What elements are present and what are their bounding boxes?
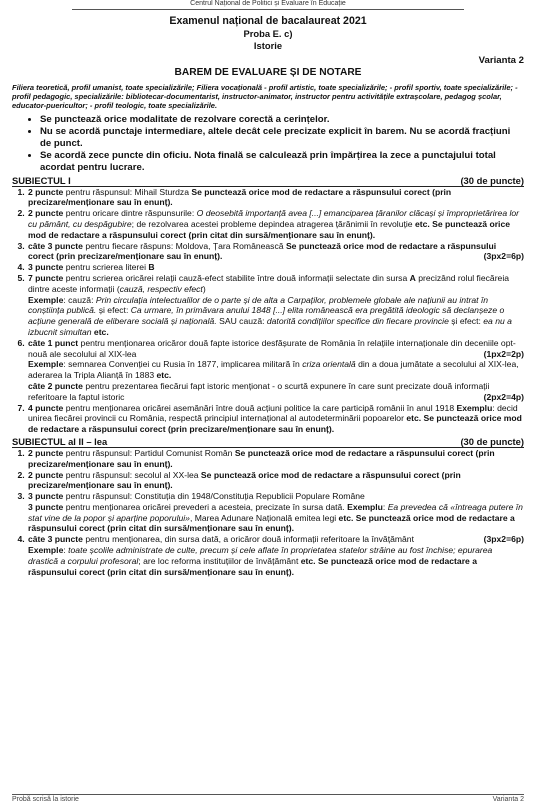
list-item: 6. câte 1 punct pentru menționarea oricăror două fapte istorice desfășurate de România în relațiile internaționale din deceniile opt-nouă ale secolului al XIX-lea (1px2=2p) Exemple: semnarea Convenției cu Rusia în 1877, implicarea militară în criza orientală din a doua jumătate a secolului al XIX-lea, aderarea la Tripla Alianță în 1883 etc. câte 2 puncte pentru prezentarea fiecărui fapt istoric menționat - o scurtă expunere în care sunt precizate două informații referitoare la faptul istoric (2px2=4p) <box>27 338 524 403</box>
filiera-text: Filiera teoretică, profil umanist, toate specializările; Filiera vocațională - profil artistic, toate specializările; - profil sportiv, toate specializările; - profil pedagogic, specializările: bibliotecar-documentarist, instructor-animator, instructor pentru activitățile extrașcolare, pedagog școlar, educator-puericultor; - profil teologic, toate specializările. <box>12 83 518 111</box>
section-header-s1 <box>12 175 524 187</box>
list-item: 3. câte 3 puncte pentru fiecare răspuns: Moldova, Țara Românească Se punctează orice mod de redactare a răspunsului corect (prin precizare/menționare sau în enunț). (3px2=6p) <box>27 241 524 263</box>
variant-label: Varianta 2 <box>478 55 524 66</box>
barem-title: BAREM DE EVALUARE ȘI DE NOTARE <box>174 67 362 78</box>
exam-proba: Proba E. c) <box>243 28 293 39</box>
section-title: SUBIECTUL I <box>12 174 71 186</box>
rule-item: • Nu se acordă punctaje intermediare, altele decât cele precizate explicit în barem. Nu se acordă fracțiuni de punct. <box>40 126 524 149</box>
footer-left: Probă scrisă la istorie <box>12 796 79 803</box>
list-item: 5. 7 puncte pentru scrierea oricărei relații cauză-efect stabilite între două informații selectate din sursa A precizând rolul fiecăreia dintre aceste informații (cauză, respectiv efect) Exemple: cauză: Prin circulația intelectualilor de o parte și de alta a Carpaților, problemele globale ale națiunii au intrat în conștiința publică. și efect: Ca urmare, în primăvara anului 1848 [...] elita românească era pregătită ideologic să declanșeze o acțiune generală de eliberare socială și națională. SAU cauză: datorită condițiilor specifice din fiecare provincie și efect: ea nu a izbucnit simultan etc. <box>27 273 524 338</box>
section-title: SUBIECTUL al II – lea <box>12 435 108 447</box>
section-points: (30 de puncte) <box>460 174 524 186</box>
list-item: 1. 2 puncte pentru răspunsul: Mihail Sturdza Se punctează orice mod de redactare a răspunsului corect (prin precizare/menționare sau în enunț). <box>27 187 524 209</box>
s2-items <box>12 448 524 578</box>
list-item: 7. 4 puncte pentru menționarea oricărei asemănări între două acțiuni politice la care participă românii în anul 1918 Exemplu: decid unirea fiecărei provincii cu România, respectă principiul internațional al autodeterminării popoarelor etc. Se punctează orice mod de redactare a răspunsului corect (prin precizare/menționare sau în enunț). <box>27 403 524 435</box>
list-item: 4. 3 puncte pentru scrierea literei B <box>27 262 524 273</box>
list-item: 2. 2 puncte pentru răspunsul: secolul al XX-lea Se punctează orice mod de redactare a răspunsului corect (prin precizare/menționare sau în enunț). <box>27 470 524 492</box>
list-item: 1. 2 puncte pentru răspunsul: Partidul Comunist Român Se punctează orice mod de redactare a răspunsului corect (prin precizare/menționare sau în enunț). <box>27 448 524 470</box>
s1-items <box>12 187 524 435</box>
exam-title: Examenul național de bacalaureat 2021 <box>169 15 367 27</box>
general-rules <box>12 114 524 174</box>
list-item: 3. 3 puncte pentru răspunsul: Constituția din 1948/Constituția Republicii Populare Române 3 puncte pentru menționarea oricărei prevederi a acesteia, precizate în sursa dată. Exemplu: Ea prevedea că «întreaga putere în stat vine de la popor și aparține poporului», Marea Adunare Națională emitea legi etc. Se punctează orice mod de redactare a răspunsului corect (prin citat din sursă/menționare sau în enunț). <box>27 491 524 534</box>
list-item: 2. 2 puncte pentru oricare dintre răspunsurile: O deosebită importanță avea [...] emanciparea țăranilor clăcași și împroprietărirea lor cu pământ, cu despăgubire; de rezolvarea acestei probleme depindea atragerea țărănimii în revoluție etc. Se punctează orice mod de redactare a răspunsului corect (prin citat din sursă/menționare sau în enunț). <box>27 208 524 240</box>
rule-item: • Se acordă zece puncte din oficiu. Nota finală se calculează prin împărțirea la zece a punctajului total acordat pentru lucrare. <box>40 150 524 173</box>
section-header-s2 <box>12 436 524 448</box>
score-label: (2px2=4p) <box>483 391 524 402</box>
exam-subject: Istorie <box>253 40 283 51</box>
page-footer <box>12 794 524 804</box>
footer-right: Varianta 2 <box>492 796 524 803</box>
score-label: (3px2=6p) <box>483 534 524 545</box>
score-label: (3px2=6p) <box>483 251 524 262</box>
section-points: (30 de puncte) <box>460 435 524 447</box>
list-item: 4. câte 3 puncte pentru menționarea, din sursa dată, a oricăror două informații referitoare la învățământ (3px2=6p) Exemple: toate școlile administrate de culte, precum și cele aflate în proprietatea statelor străine au fost închise; epurarea drastică a corpului profesoral; are loc reforma instituțiilor de învățământ etc. Se punctează orice mod de redactare a răspunsului corect (prin citat din sursă/menționare sau în enunț). <box>27 534 524 577</box>
institution-line: Centrul Național de Politici și Evaluare în Educație <box>72 0 464 10</box>
rule-item: • Se punctează orice modalitate de rezolvare corectă a cerințelor. <box>40 114 524 126</box>
score-label: (1px2=2p) <box>483 348 524 359</box>
